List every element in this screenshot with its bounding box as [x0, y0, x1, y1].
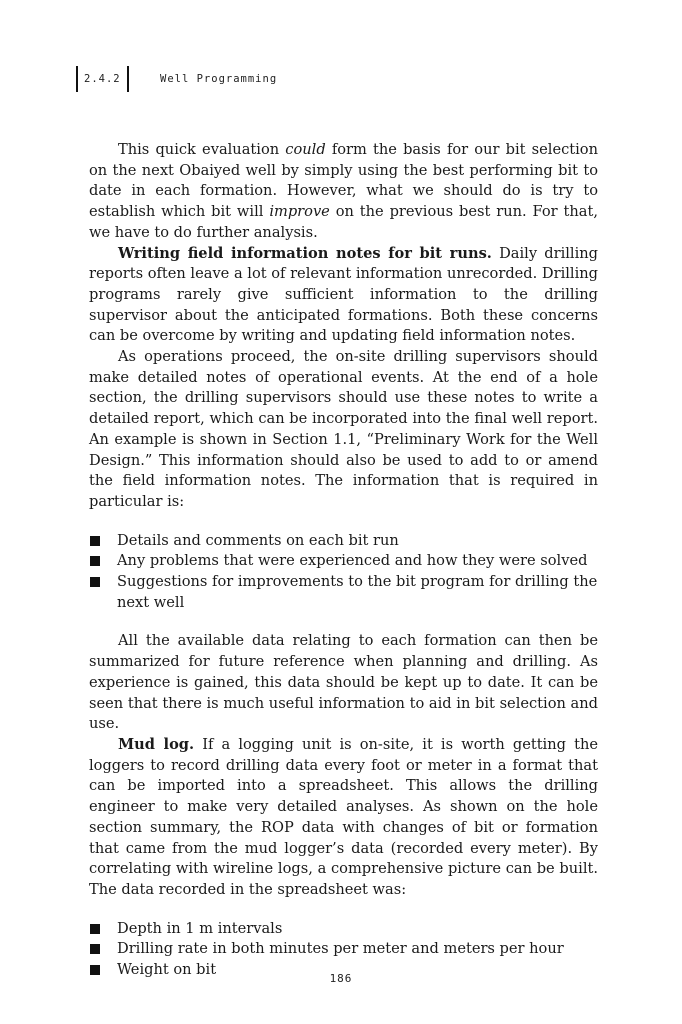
page-number: 186 — [329, 972, 353, 985]
list-item-text: Drilling rate in both minutes per meter and meters per hour — [117, 940, 564, 958]
emphasis-text: improve — [269, 203, 330, 221]
paragraph-field-notes — [89, 244, 598, 348]
text-run: Daily drilling reports often leave a lot of relevant information unrecorded. Drilling programs rarely give sufficient information to the drilling supervisor about the anticipated formations. Both these concerns can be overcome by writing and updating field information notes. — [89, 244, 599, 345]
text-run: If a logging unit is on-site, it is worth getting the loggers to record drilling data every foot or meter in a format that can be imported into a spreadsheet. This allows the drilling engineer to make very detailed analyses. As shown on the hole section summary, the ROP data with changes of bit or formation that came from the mud logger’s data (recorded every meter). By correlating with wireline logs, a comprehensive picture can be built. The data recorded in the spreadsheet was: — [89, 735, 598, 898]
emphasis-text: could — [285, 141, 326, 158]
square-bullet-icon — [90, 556, 100, 566]
square-bullet-icon — [90, 944, 100, 954]
section-title: Well Programming — [160, 73, 278, 85]
list-item-text: Weight on bit — [117, 961, 217, 979]
text-run: on the previous best run. For that, we have to do further analysis. — [89, 203, 599, 241]
paragraph-operations — [89, 347, 598, 513]
section-number: 2.4.2 — [76, 66, 129, 92]
square-bullet-icon — [90, 577, 100, 587]
list-item — [89, 919, 598, 940]
list-item — [89, 531, 598, 552]
list-item-text: Details and comments on each bit run — [117, 531, 399, 549]
text-run: This quick evaluation — [118, 141, 286, 158]
square-bullet-icon — [90, 924, 100, 934]
body-text — [89, 140, 598, 981]
text-run: As operations proceed, the on-site drilling supervisors should make detailed notes of operational events. At the end of a hole section, the drilling supervisors should use these notes to write a detailed report, which can be incorporated into the final well report. An example is shown in Section 1.1, “Preliminary Work for the Well Design.” This information should also be used to add to or amend the field information notes. The information that is required in particular is: — [89, 348, 598, 510]
spacer — [89, 613, 598, 631]
list-item — [89, 551, 598, 572]
paragraph-mud-log — [89, 735, 598, 901]
list-item — [89, 572, 598, 613]
text-run: form the basis for our bit selection on the next Obaiyed well by simply using the best performing bit to date in each formation. However, what we should do is try to establish which bit will — [89, 141, 598, 221]
text-run: All the available data relating to each formation can then be summarized for future reference when planning and drilling. As experience is gained, this data should be kept up to date. It can be seen that there is much useful information to aid in bit selection and use. — [89, 632, 598, 733]
square-bullet-icon — [90, 536, 100, 546]
paragraph-bit-evaluation — [89, 140, 598, 244]
list-item-text: Any problems that were experienced and how they were solved — [117, 552, 588, 570]
paragraph-summary — [89, 631, 598, 735]
run-in-heading: Writing field information notes for bit runs. — [118, 244, 492, 262]
spacer — [89, 901, 598, 919]
bullet-list-info-required — [89, 531, 598, 614]
list-item-text: Depth in 1 m intervals — [117, 919, 283, 937]
run-in-heading: Mud log. — [118, 735, 195, 753]
list-item-text: Suggestions for improvements to the bit program for drilling the next well — [117, 573, 598, 611]
list-item — [89, 939, 598, 960]
spacer — [89, 513, 598, 531]
